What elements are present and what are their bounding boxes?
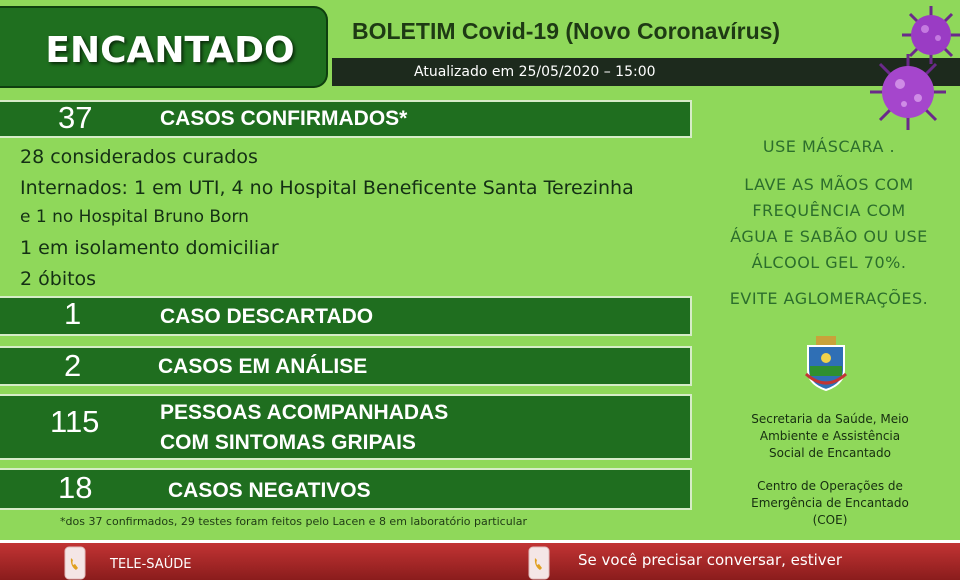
update-timestamp: Atualizado em 25/05/2020 – 15:00 [414,64,656,80]
analysis-count: 2 [64,348,82,383]
negative-count: 18 [58,470,93,505]
bulletin-title: BOLETIM Covid-19 (Novo Coronavírus) [352,18,781,44]
advice-wash-line: ÁLCOOL GEL 70%. [751,253,907,272]
coat-of-arms-icon [804,334,848,392]
monitored-label-2: COM SINTOMAS GRIPAIS [160,431,416,454]
detail-line: e 1 no Hospital Bruno Born [20,207,249,227]
support-text: Se você precisar conversar, estiver [578,551,843,569]
secretariat-line: Secretaria da Saúde, Meio [751,412,909,426]
phone-icon [64,546,86,580]
tele-saude-label: TELE-SAÚDE [110,557,192,572]
footnote: *dos 37 confirmados, 29 testes foram feitos pelo Lacen e 8 em laboratório particular [60,515,527,528]
advice-wash-line: ÁGUA E SABÃO OU USE [730,227,928,246]
detail-line: 28 considerados curados [20,146,258,168]
coe-line: Centro de Operações de [757,479,903,493]
phone-icon [528,546,550,580]
discarded-label: CASO DESCARTADO [160,305,374,328]
monitored-label-1: PESSOAS ACOMPANHADAS [160,401,449,424]
secretariat-line: Ambiente e Assistência [759,429,901,443]
secretariat-line: Social de Encantado [769,446,891,460]
monitored-count: 115 [50,404,100,439]
detail-line: Internados: 1 em UTI, 4 no Hospital Beneficente Santa Terezinha [20,177,634,199]
confirmed-label: CASOS CONFIRMADOS* [160,107,408,130]
discarded-count: 1 [64,296,82,331]
virus-icon [868,52,948,132]
coe-line: Emergência de Encantado [751,496,909,510]
negative-label: CASOS NEGATIVOS [168,479,371,502]
detail-line: 2 óbitos [20,268,97,290]
confirmed-count: 37 [58,100,93,135]
advice-wash-line: LAVE AS MÃOS COM [744,175,914,194]
advice-crowds: EVITE AGLOMERAÇÕES. [729,289,929,308]
city-name: ENCANTADO [45,30,295,71]
coe-line: (COE) [812,513,848,527]
analysis-label: CASOS EM ANÁLISE [158,355,368,378]
advice-wash-line: FREQUÊNCIA COM [752,201,906,220]
detail-line: 1 em isolamento domiciliar [20,237,279,259]
advice-mask: USE MÁSCARA . [762,137,896,156]
